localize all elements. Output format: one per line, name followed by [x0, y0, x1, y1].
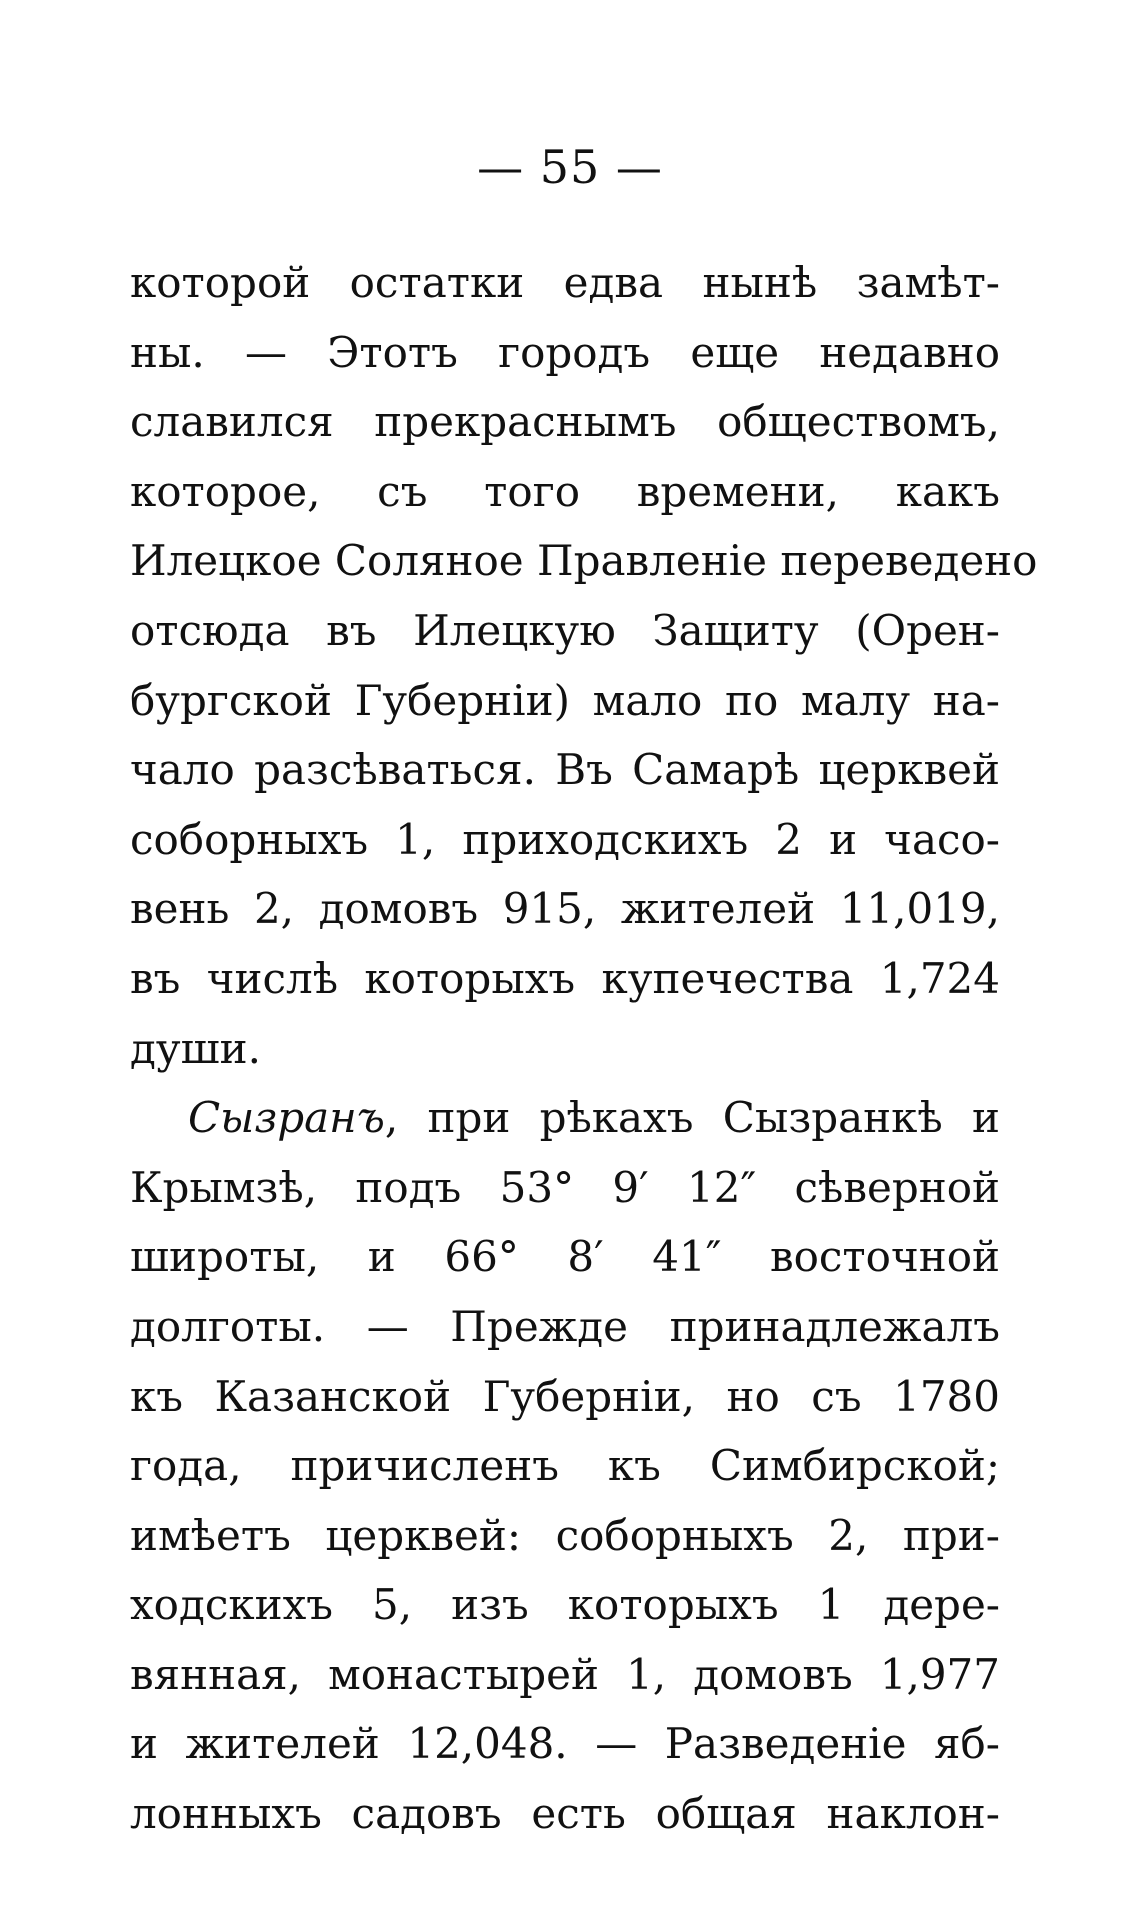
text-line: Крымзѣ, подъ 53° 9′ 12″ сѣверной: [130, 1162, 1000, 1212]
text-line: славился прекраснымъ обществомъ,: [130, 397, 1000, 447]
text-line: души.: [130, 1023, 261, 1073]
text-line: Илецкое Соляное Правленіе переведено: [130, 536, 1038, 586]
text-line: лонныхъ садовъ есть общая наклон-: [130, 1789, 1000, 1839]
text-line: въ числѣ которыхъ купечества 1,724: [130, 953, 1000, 1003]
text-line: и жителей 12,048. — Разведеніе яб-: [130, 1719, 1000, 1769]
text-line: чало разсѣваться. Въ Самарѣ церквей: [130, 745, 1000, 795]
text-line: къ Казанской Губерніи, но съ 1780: [130, 1371, 1000, 1421]
text-line: отсюда въ Илецкую Защиту (Орен-: [130, 605, 1000, 655]
text-line: вянная, монастырей 1, домовъ 1,977: [130, 1649, 1000, 1699]
text-line: вень 2, домовъ 915, жителей 11,019,: [130, 884, 1000, 934]
text-line: года, причисленъ къ Симбирской;: [130, 1441, 1000, 1491]
text-line: долготы. — Прежде принадлежалъ: [130, 1301, 1000, 1351]
text-line: ны. — Этотъ городъ еще недавно: [130, 327, 1000, 377]
text-line: соборныхъ 1, приходскихъ 2 и часо-: [130, 814, 1000, 864]
page-number: — 55 —: [477, 140, 663, 194]
place-name: Сызранъ: [188, 1093, 385, 1143]
text-line: которое, съ того времени, какъ: [130, 466, 1000, 516]
text-line: которой остатки едва нынѣ замѣт-: [130, 258, 1000, 307]
text-line: широты, и 66° 8′ 41″ восточной: [130, 1232, 1000, 1282]
text-line: ходскихъ 5, изъ которыхъ 1 дере-: [130, 1580, 1000, 1630]
text-line: бургской Губерніи) мало по малу на-: [130, 675, 1000, 725]
body-text: [130, 248, 1038, 1849]
text-line: имѣетъ церквей: соборныхъ 2, при-: [130, 1510, 1000, 1560]
text-line: Сызранъ, при рѣкахъ Сызранкѣ и: [188, 1093, 1000, 1143]
